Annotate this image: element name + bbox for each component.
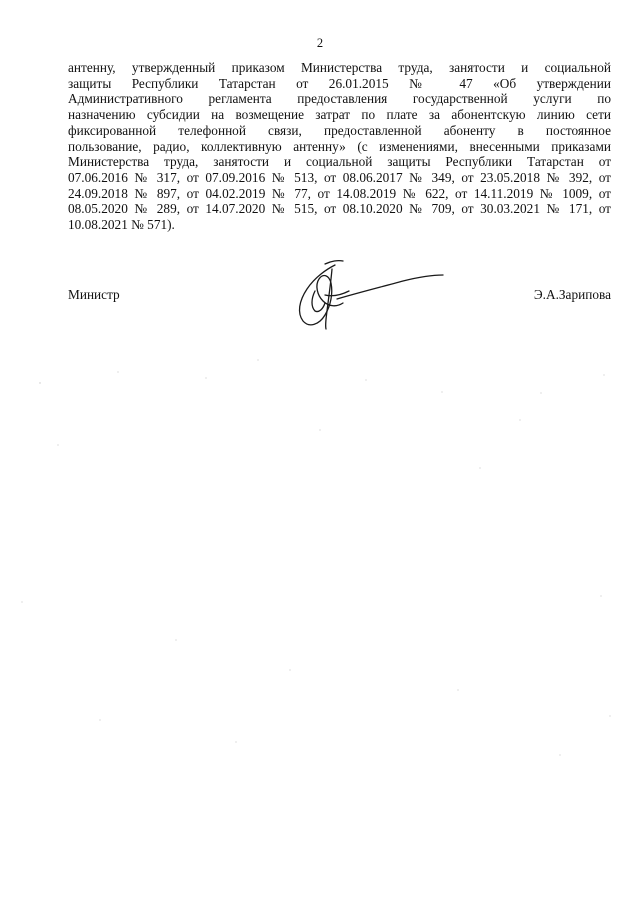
signer-title: Министр: [68, 287, 120, 302]
body-line: назначению субсидии на возмещение затрат по плате за абонентскую линию сети: [68, 107, 611, 123]
body-paragraph: [68, 60, 611, 233]
body-line: фиксированной телефонной связи, предоставленной абоненту в постоянное: [68, 122, 611, 138]
signer-name: Э.А.Зарипова: [533, 287, 611, 302]
body-line: антенну, утвержденный приказом Министерства труда, занятости и социальной: [68, 60, 611, 75]
handwritten-signature: [285, 255, 455, 340]
body-line: Административного регламента предоставления государственной услуги по: [68, 91, 611, 107]
page-number: 2: [316, 36, 324, 50]
signature-block: [0, 255, 640, 345]
body-line: 24.09.2018 № 897, от 04.02.2019 № 77, от 14.08.2019 № 622, от 14.11.2019 № 1009, от: [68, 185, 611, 201]
body-line: защиты Республики Татарстан от 26.01.2015 № 47 «Об утверждении: [68, 75, 611, 91]
body-line: пользование, радио, коллективную антенну» (с изменениями, внесенными приказами: [68, 138, 611, 154]
body-line: 07.06.2016 № 317, от 07.09.2016 № 513, от 08.06.2017 № 349, от 23.05.2018 № 392, от: [68, 169, 611, 185]
body-line: Министерства труда, занятости и социальной защиты Республики Татарстан от: [68, 154, 611, 170]
body-line: 08.05.2020 № 289, от 14.07.2020 № 515, от 08.10.2020 № 709, от 30.03.2021 № 171, от: [68, 201, 611, 217]
body-line: 10.08.2021 № 571).: [68, 217, 175, 233]
